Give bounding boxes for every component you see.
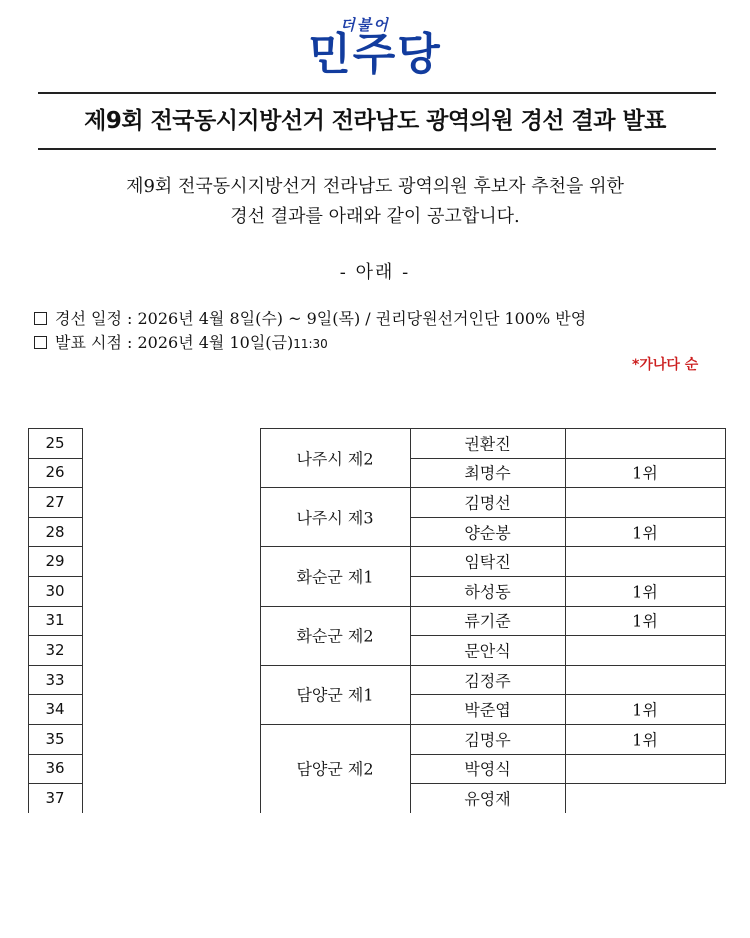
table-row-line — [410, 458, 726, 459]
table-row-line — [28, 576, 82, 577]
candidate-name: 양순봉 — [464, 523, 511, 543]
table-row-line — [28, 458, 82, 459]
result-rank: 1위 — [632, 582, 658, 602]
table-row-line — [410, 783, 726, 784]
table-row-line — [410, 487, 726, 488]
row-number: 37 — [45, 789, 65, 807]
table-row-line — [28, 517, 82, 518]
district-name: 나주시 제3 — [296, 508, 374, 528]
candidate-name: 권환진 — [464, 434, 511, 454]
row-number: 32 — [45, 641, 65, 659]
candidate-name: 유영재 — [464, 789, 511, 809]
district-name: 담양군 제2 — [296, 759, 374, 779]
candidate-name: 하성동 — [464, 582, 511, 602]
table-border-name — [410, 428, 411, 813]
row-number: 34 — [45, 700, 65, 719]
intro-line-1: 제9회 전국동시지방선거 전라남도 광역의원 후보자 추천을 위한 — [126, 176, 624, 197]
district-group-line — [260, 546, 410, 547]
table-border-top — [260, 428, 726, 429]
district-group-line — [260, 606, 410, 607]
table-row-line — [28, 694, 82, 695]
result-rank: 1위 — [632, 523, 658, 543]
result-rank: 1위 — [632, 611, 658, 631]
row-number: 33 — [45, 670, 65, 689]
row-number: 36 — [45, 759, 65, 778]
district-name: 담양군 제1 — [296, 685, 374, 705]
table-border-left — [28, 428, 29, 813]
candidate-name: 김명선 — [464, 493, 511, 513]
table-row-line — [410, 576, 726, 577]
row-number: 31 — [45, 611, 65, 630]
table-border-result — [565, 428, 566, 813]
candidate-name: 김정주 — [464, 671, 511, 691]
intro-line-2: 경선 결과를 아래와 같이 공고합니다. — [230, 206, 520, 227]
row-number: 29 — [45, 552, 65, 571]
table-border-number — [82, 428, 83, 813]
candidate-name: 최명수 — [464, 463, 511, 483]
table-row-line — [410, 724, 726, 725]
table-row-line — [28, 487, 82, 488]
schedule-text: 경선 일정 : 2026년 4월 8일(수) ~ 9일(목) / 권리당원선거인단 100% 반영 — [55, 309, 587, 328]
row-number: 35 — [45, 729, 65, 748]
district-name: 나주시 제2 — [296, 449, 374, 469]
candidate-name: 류기준 — [464, 611, 511, 631]
table-row-line — [410, 606, 726, 607]
table-row-line — [28, 606, 82, 607]
district-name: 화순군 제1 — [296, 567, 374, 587]
district-group-line — [260, 487, 410, 488]
table-row-line — [410, 635, 726, 636]
candidate-name: 박영식 — [464, 759, 511, 779]
table-row-line — [28, 635, 82, 636]
candidate-name: 박준엽 — [464, 700, 511, 720]
district-group-line — [260, 724, 410, 725]
announce-text: 발표 시점 : 2026년 4월 10일(금) — [55, 333, 294, 352]
result-rank: 1위 — [632, 730, 658, 750]
table-row-line — [410, 665, 726, 666]
table-row-line — [28, 754, 82, 755]
result-rank: 1위 — [632, 463, 658, 483]
candidate-name: 임탁진 — [464, 552, 511, 572]
table-row-line — [28, 724, 82, 725]
district-name: 화순군 제2 — [296, 626, 374, 646]
below-label: - 아래 - — [339, 262, 411, 283]
table-row-line — [410, 546, 726, 547]
row-number: 27 — [45, 493, 65, 511]
logo-main-text: 민주당 — [308, 29, 442, 80]
table-row-line — [28, 665, 82, 666]
table-border-top — [28, 428, 82, 429]
table-row-line — [410, 517, 726, 518]
table-row-line — [28, 783, 82, 784]
order-note: *가나다 순 — [632, 357, 699, 373]
row-number: 28 — [45, 522, 65, 541]
table-row-line — [410, 694, 726, 695]
candidate-name: 김명우 — [464, 730, 511, 750]
row-number: 30 — [45, 581, 65, 600]
announce-time: 11:30 — [293, 337, 328, 351]
row-number: 26 — [45, 463, 65, 482]
table-row-line — [410, 754, 726, 755]
table-row-line — [28, 546, 82, 547]
table-border-district — [260, 428, 261, 813]
candidate-name: 문안식 — [464, 641, 511, 661]
district-group-line — [260, 665, 410, 666]
row-number: 25 — [45, 433, 65, 452]
page-title: 제9회 전국동시지방선거 전라남도 광역의원 경선 결과 발표 — [84, 108, 666, 134]
logo-small-text: 더불어 — [340, 16, 390, 34]
result-rank: 1위 — [632, 700, 658, 720]
